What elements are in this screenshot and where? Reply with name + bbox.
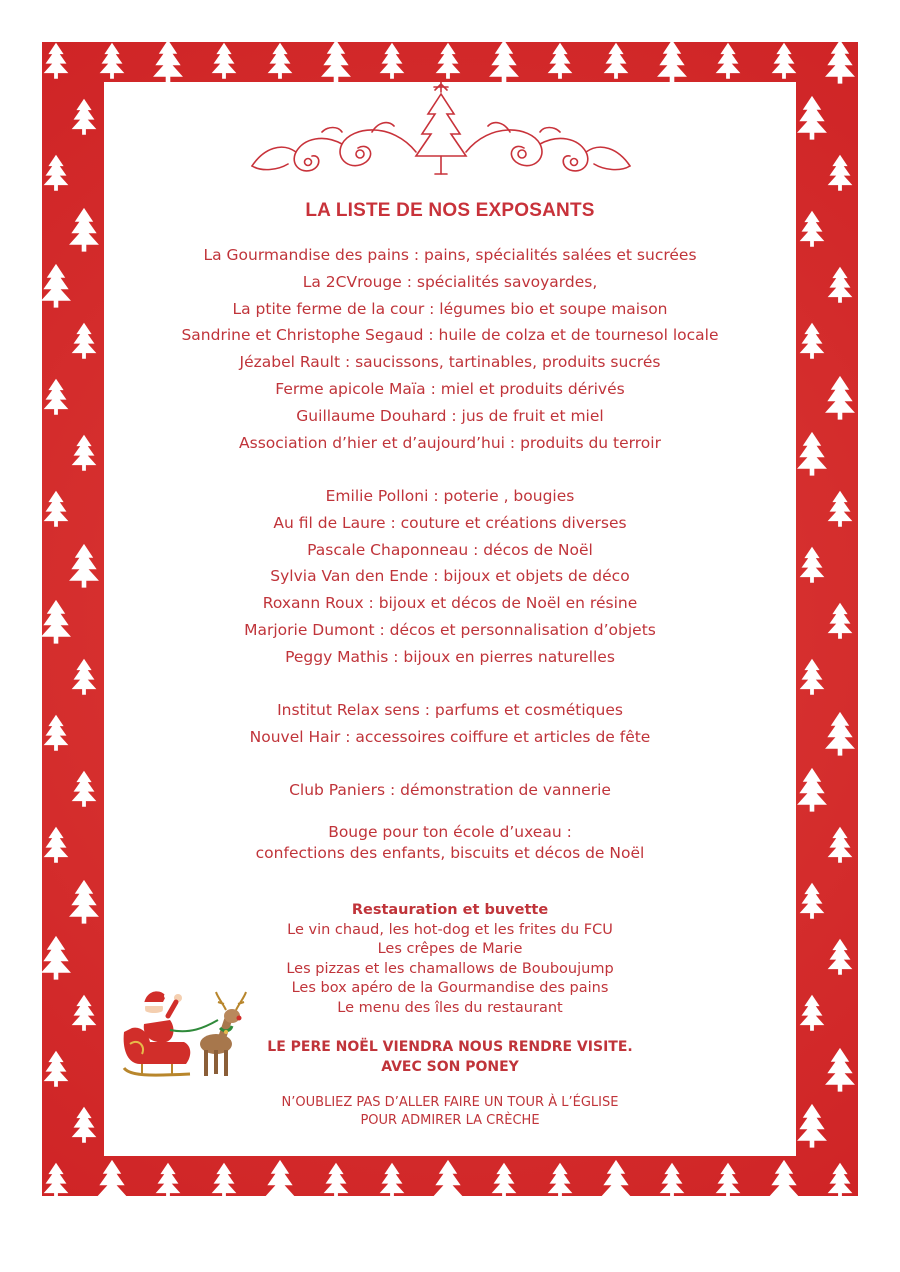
tree-icon (212, 43, 237, 79)
page-title: LA LISTE DE NOS EXPOSANTS (305, 200, 595, 221)
list-item: La 2CVrouge : spécialités savoyardes, (302, 272, 598, 291)
tree-icon (436, 43, 461, 79)
tree-icon (657, 42, 687, 84)
tree-icon (380, 1163, 405, 1196)
tree-icon (44, 43, 69, 79)
restaurant-heading: Restauration et buvette (351, 902, 549, 918)
food-exhibitors-list (0, 242, 900, 456)
list-item: La Gourmandise des pains : pains, spécialités salées et sucrées (203, 246, 697, 264)
list-item: Marjorie Dumont : décos et personnalisation d’objets (244, 620, 656, 639)
church-notice-line: POUR ADMIRER LA CRÈCHE (360, 1113, 540, 1128)
tree-icon (97, 1160, 127, 1196)
tree-icon (828, 155, 853, 191)
list-item: Nouvel Hair : accessoires coiffure et articles de fête (249, 727, 651, 746)
tree-icon (72, 99, 97, 135)
tree-icon (321, 42, 351, 84)
list-item: Roxann Roux : bijoux et décos de Noël en résine (262, 594, 638, 613)
list-item: Sandrine et Christophe Segaud : huile de colza et de tournesol locale (181, 326, 719, 345)
list-item: Sylvia Van den Ende : bijoux et objets de déco (270, 567, 630, 586)
church-notice (0, 1094, 900, 1130)
santa-notice-line: AVEC SON PONEY (381, 1058, 519, 1075)
tree-icon (44, 1163, 69, 1196)
list-item: Jézabel Rault : saucissons, tartinables, produits sucrés (239, 353, 661, 372)
tree-icon (769, 1160, 799, 1196)
list-item: Les pizzas et les chamallows de Bouboujump (286, 960, 614, 977)
santa-sleigh-reindeer-icon (120, 980, 250, 1085)
tree-icon (825, 42, 855, 84)
tree-icon (548, 1163, 573, 1196)
list-item: Guillaume Douhard : jus de fruit et miel (296, 406, 604, 425)
list-item: La ptite ferme de la cour : légumes bio et soupe maison (232, 299, 668, 318)
list-item: Institut Relax sens : parfums et cosmétiques (277, 701, 623, 719)
tree-icon (716, 43, 741, 79)
list-item: Le vin chaud, les hot-dog et les frites du FCU (287, 921, 613, 938)
tree-icon (548, 43, 573, 79)
crafts-exhibitors-list (0, 483, 900, 671)
tree-icon (660, 1163, 685, 1196)
tree-icon (604, 43, 629, 79)
tree-icon (433, 1160, 463, 1196)
school-exhibitors-list (0, 822, 900, 864)
tree-icon (380, 43, 405, 79)
list-item: Emilie Polloni : poterie , bougies (325, 487, 575, 505)
tree-icon (212, 1163, 237, 1196)
tree-icon (492, 1163, 517, 1196)
christmas-tree-ornament-icon (242, 82, 658, 182)
list-item: Association d’hier et d’aujourd’hui : produits du terroir (239, 433, 661, 452)
tree-icon (44, 155, 69, 191)
list-item: Ferme apicole Maïa : miel et produits dérivés (275, 379, 625, 398)
tree-icon (268, 43, 293, 79)
list-item: Pascale Chaponneau : décos de Noël (307, 540, 593, 559)
beauty-exhibitors-list (0, 697, 900, 751)
tree-icon (772, 43, 797, 79)
club-exhibitors-list (0, 777, 900, 804)
list-item: confections des enfants, biscuits et décos de Noël (255, 844, 645, 862)
tree-icon (324, 1163, 349, 1196)
list-item: Club Paniers : démonstration de vannerie (289, 781, 611, 799)
list-item: Les crêpes de Marie (377, 941, 523, 957)
tree-icon (156, 1163, 181, 1196)
tree-icon (828, 1163, 853, 1196)
list-item: Le menu des îles du restaurant (337, 999, 563, 1016)
tree-icon (797, 96, 827, 140)
santa-notice-line: LE PERE NOËL VIENDRA NOUS RENDRE VISITE. (267, 1039, 633, 1055)
tree-icon (601, 1160, 631, 1196)
tree-icon (489, 42, 519, 84)
tree-icon (265, 1160, 295, 1196)
tree-icon (153, 42, 183, 84)
list-item: Peggy Mathis : bijoux en pierres naturelles (285, 647, 615, 666)
tree-icon (100, 43, 125, 79)
list-item: Bouge pour ton école d’uxeau : (328, 823, 572, 841)
list-item: Au fil de Laure : couture et créations diverses (273, 513, 627, 532)
tree-icon (716, 1163, 741, 1196)
list-item: Les box apéro de la Gourmandise des pains (291, 980, 609, 996)
church-notice-line: N’OUBLIEZ PAS D’ALLER FAIRE UN TOUR À L’ÉGLISE (281, 1095, 619, 1110)
